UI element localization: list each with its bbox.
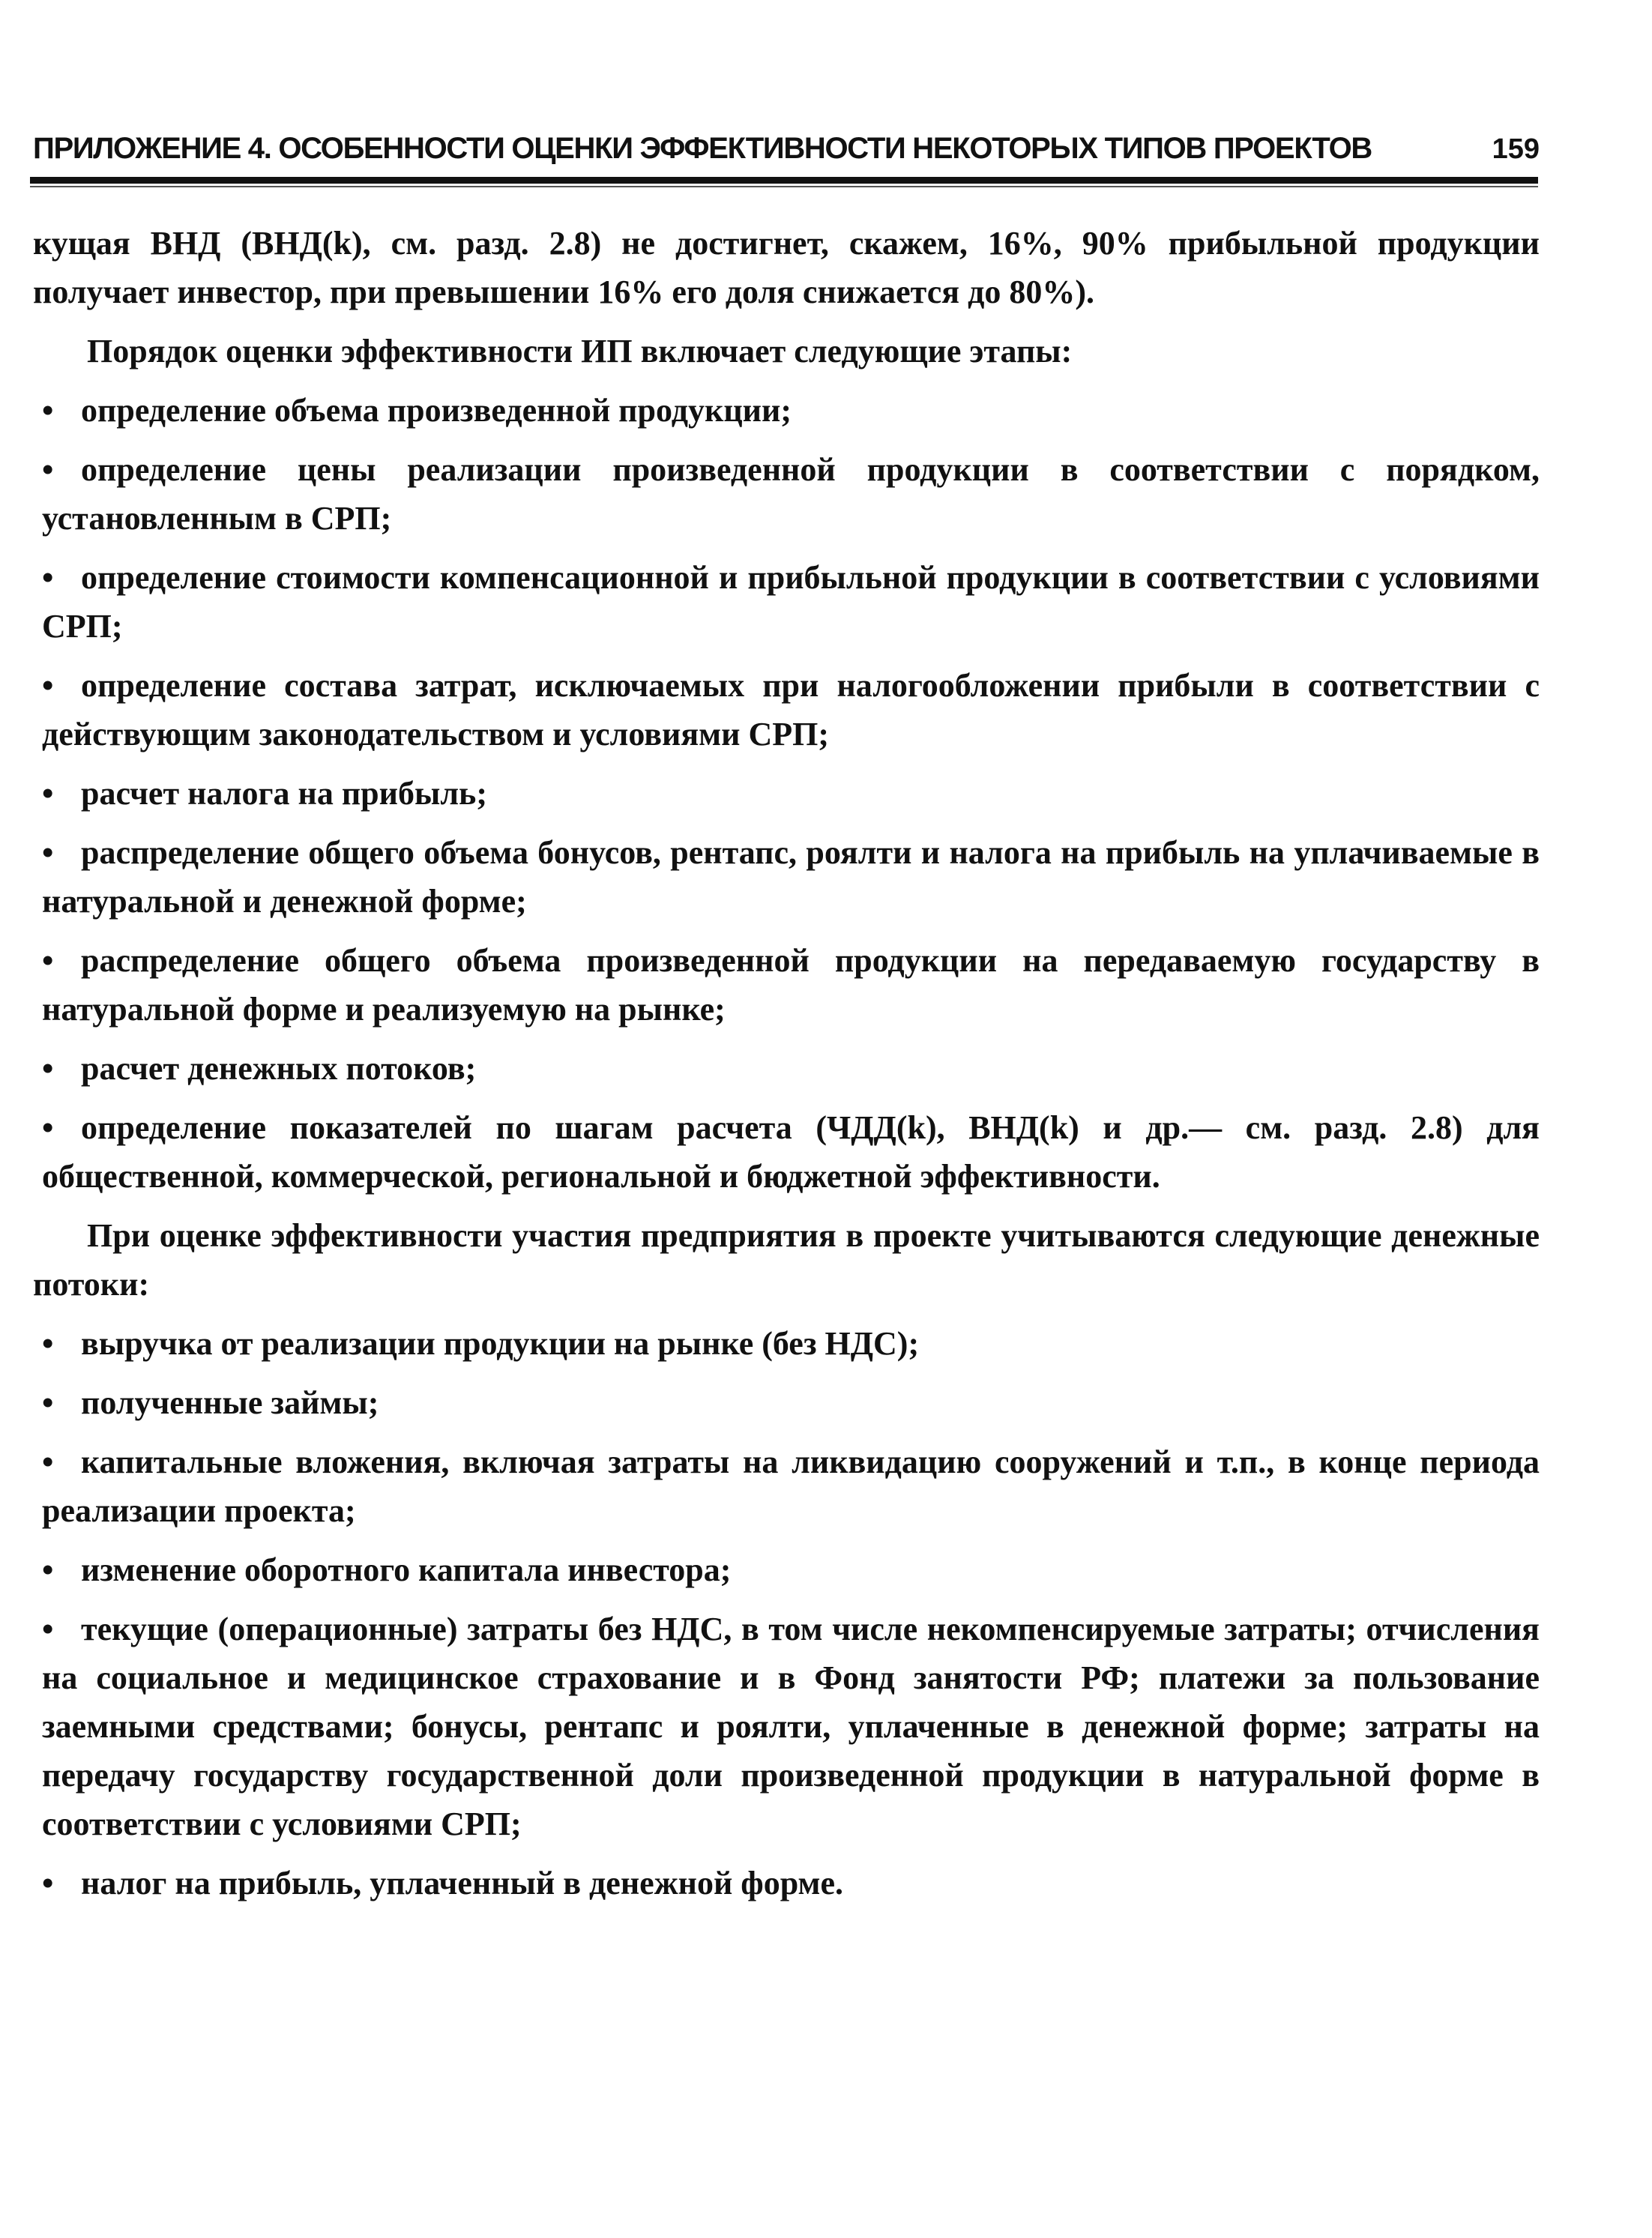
body-text	[33, 219, 1540, 1918]
continuation-paragraph: кущая ВНД (ВНД(k), см. разд. 2.8) не достигнет, скажем, 16%, 90% прибыльной продукции получает инвестор, при превышении 16% его доля снижается до 80%).	[33, 225, 1540, 310]
flows-lead-paragraph: При оценке эффективности участия предприятия в проекте учитываются следующие денежные потоки:	[33, 1217, 1540, 1303]
list-item-text: определение стоимости компенсационной и прибыльной продукции в соответствии с условиями СРП;	[42, 559, 1540, 645]
bullet-glyph: •	[42, 1325, 54, 1362]
bullet-glyph: •	[42, 1384, 54, 1421]
list-item	[33, 386, 1540, 435]
list-item	[33, 445, 1540, 543]
bullet-glyph: •	[42, 1050, 54, 1087]
list-item	[33, 661, 1540, 758]
bullet-glyph: •	[42, 1611, 54, 1647]
list-item	[33, 1545, 1540, 1594]
list-item	[33, 1378, 1540, 1427]
bullet-glyph: •	[42, 775, 54, 812]
list-item	[33, 769, 1540, 818]
steps-lead-paragraph: Порядок оценки эффективности ИП включает следующие этапы:	[87, 333, 1073, 370]
list-item-text: изменение оборотного капитала инвестора;	[81, 1551, 732, 1588]
list-item-text: определение состава затрат, исключаемых при налогообложении прибыли в соответствии с действующим законодательством и условиями СРП;	[42, 667, 1540, 752]
bullet-glyph: •	[42, 942, 54, 979]
list-item-text: расчет налога на прибыль;	[81, 775, 487, 812]
running-head	[33, 123, 1540, 175]
flows-list	[33, 1319, 1540, 1907]
list-item	[33, 828, 1540, 926]
list-item	[33, 1859, 1540, 1907]
list-item	[33, 553, 1540, 651]
list-item	[33, 1044, 1540, 1093]
bullet-glyph: •	[42, 1551, 54, 1588]
page-number: 159	[1492, 133, 1540, 165]
bullet-glyph: •	[42, 559, 54, 596]
steps-list	[33, 386, 1540, 1201]
running-head-title: ПРИЛОЖЕНИЕ 4. ОСОБЕННОСТИ ОЦЕНКИ ЭФФЕКТИВНОСТИ НЕКОТОРЫХ ТИПОВ ПРОЕКТОВ	[33, 132, 1372, 165]
list-item	[33, 936, 1540, 1034]
bullet-glyph: •	[42, 1109, 54, 1146]
list-item-text: определение объема произведенной продукции;	[81, 392, 792, 429]
list-item	[33, 1319, 1540, 1368]
header-rule	[30, 177, 1538, 184]
list-item-text: расчет денежных потоков;	[81, 1050, 477, 1087]
bullet-glyph: •	[42, 451, 54, 488]
bullet-glyph: •	[42, 1444, 54, 1480]
list-item-text: распределение общего объема произведенной продукции на передаваемую государству в натуральной форме и реализуемую на рынке;	[42, 942, 1540, 1028]
list-item-text: капитальные вложения, включая затраты на ликвидацию сооружений и т.п., в конце периода реализации проекта;	[42, 1444, 1540, 1529]
list-item-text: определение цены реализации произведенной продукции в соответствии с порядком, установленным в СРП;	[42, 451, 1540, 537]
list-item	[33, 1438, 1540, 1535]
header-rule-thin	[30, 186, 1538, 187]
bullet-glyph: •	[42, 1865, 54, 1901]
list-item	[33, 1103, 1540, 1201]
bullet-glyph: •	[42, 667, 54, 704]
list-item-text: текущие (операционные) затраты без НДС, в том числе некомпенсируемые затраты; отчисления на социальное и медицинское страхование и в Фонд занятости РФ; платежи за пользование заемными средствами; бонусы, рентапс и роялти, уплаченные в денежной форме; затраты на передачу государству государственной доли произведенной продукции в натуральной форме в соответствии с условиями СРП;	[42, 1611, 1540, 1842]
list-item-text: полученные займы;	[81, 1384, 379, 1421]
list-item-text: налог на прибыль, уплаченный в денежной форме.	[81, 1865, 844, 1901]
bullet-glyph: •	[42, 834, 54, 871]
list-item	[33, 1605, 1540, 1848]
list-item-text: определение показателей по шагам расчета (ЧДД(k), ВНД(k) и др.— см. разд. 2.8) для общественной, коммерческой, региональной и бюджетной эффективности.	[42, 1109, 1540, 1195]
list-item-text: выручка от реализации продукции на рынке (без НДС);	[81, 1325, 920, 1362]
bullet-glyph: •	[42, 392, 54, 429]
list-item-text: распределение общего объема бонусов, рентапс, роялти и налога на прибыль на уплачиваемые в натуральной и денежной форме;	[42, 834, 1540, 920]
